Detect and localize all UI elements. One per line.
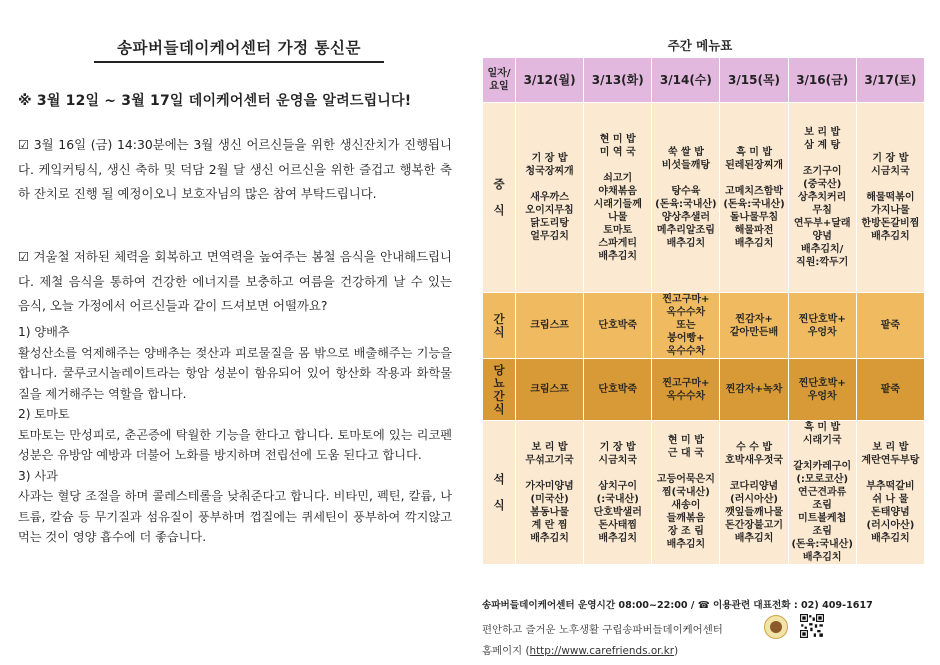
menu-cell: 현 미 밥 미 역 국 쇠고기 야채볶음 시래기들께 나물 토마토 스파게티 배추김치 xyxy=(584,103,652,293)
food-item-text: 활성산소를 억제해주는 양배추는 젖산과 피로물질을 몸 밖으로 배출해주는 기능을 합니다. 쿨루코시놀레이트라는 항암 성분이 함유되어 있어 항산화 작용과 화학물질을 제거해주는 역할을 합니다. xyxy=(18,345,452,401)
day-header: 3/12(월) xyxy=(516,58,584,103)
homepage-label: 홈페이지 ( xyxy=(482,645,530,657)
homepage-close: ) xyxy=(674,645,679,657)
menu-cell: 찐고구마+ 옥수수차 xyxy=(652,359,720,421)
snack-row xyxy=(483,293,925,359)
date-day-header: 일자/ 요일 xyxy=(483,58,516,103)
menu-cell: 보 리 밥 삼 계 탕 조기구이 (중국산) 상추치커리 무침 연두부+달래 양념 배추김치/ 직원:깍두기 xyxy=(788,103,856,293)
meal-label: 석 식 xyxy=(483,421,516,565)
food-item-text: 사과는 혈당 조절을 하며 콜레스테롤을 낮춰준다고 합니다. 비타민, 펙틴, 칼륨, 나트륨, 칼슘 등 무기질과 섬유질이 풍부하며 껍질에는 퀴세틴이 풍부하여 깍지않고 먹는 것이 영양 흡수에 더 좋습니다. xyxy=(18,489,452,544)
homepage-link[interactable]: http://www.carefriends.or.kr xyxy=(529,645,675,657)
center-logo-icon xyxy=(764,615,788,639)
document-title: 송파버들데이케어센터 가정 통신문 xyxy=(94,36,384,63)
menu-header-row xyxy=(483,58,925,103)
menu-cell: 보 리 밥 계란연두부탕 부추떡갈비 쉬 나 물 돈태양념 (러시아산) 배추김치 xyxy=(856,421,924,565)
spring-food-paragraph: ☑ 겨울철 저하된 체력을 회복하고 면역력을 높여주는 봄철 음식을 안내해드립니다. 제철 음식을 통하여 건강한 에너지를 보충하고 여름을 건강하게 날 수 있는 음식, 오늘 가정에서 어르신들과 같이 드셔보면 어떨까요? xyxy=(18,249,452,313)
menu-cell: 기 장 밥 시금치국 삼치구이 (:국내산) 단호박샐러 돈사태찜 배추김치 xyxy=(584,421,652,565)
day-header: 3/17(토) xyxy=(856,58,924,103)
food-item-text: 토마토는 만성피로, 춘곤증에 탁월한 기능을 한다고 합니다. 토마토에 있는 리코펜 성분은 유방암 예방과 더불어 노화를 방지하며 전립선에 도움 된다고 합니다. xyxy=(18,427,452,462)
food-item-heading: 1) 양배추 xyxy=(18,325,70,339)
menu-cell: 현 미 밥 근 대 국 고등어묵은지 찜(국내산) 새송이 들깨볶음 장 조 림 배추김치 xyxy=(652,421,720,565)
meal-label: 간 식 xyxy=(483,293,516,359)
menu-cell: 팥죽 xyxy=(856,293,924,359)
menu-cell: 단호박죽 xyxy=(584,359,652,421)
menu-cell: 찐고구마+ 옥수수차 또는 붕어빵+ 옥수수차 xyxy=(652,293,720,359)
birthday-party-paragraph: ☑ 3월 16일 (금) 14:30분에는 3월 생신 어르신들을 위한 생신잔치가 진행됩니다. 케잌커팅식, 생신 축하 및 덕담 2월 달 생신 어르신을 위한 즐겁고 행복한 축하 잔치로 진행 될 예정이오니 보호자님의 많은 참여 부탁드립니다. xyxy=(18,137,452,201)
meal-label: 중 식 xyxy=(483,103,516,293)
diabetic-snack-row xyxy=(483,359,925,421)
menu-cell: 기 장 밥 시금치국 해물떡볶이 가지나물 한방돈갈비찜 배추김치 xyxy=(856,103,924,293)
menu-cell: 쑥 쌀 밥 비섯들깨탕 탕수육 (돈육:국내산) 양상추샐러 메추리알조림 배추김치 xyxy=(652,103,720,293)
menu-cell: 찐단호박+ 우엉차 xyxy=(788,293,856,359)
menu-cell: 팥죽 xyxy=(856,359,924,421)
food-item-heading: 3) 사과 xyxy=(18,468,58,483)
homepage-line xyxy=(482,642,678,657)
food-item-heading: 2) 토마토 xyxy=(18,407,70,421)
menu-cell: 보 리 밥 무섞고기국 가자미양념 (미국산) 봄동나물 계 란 찜 배추김치 xyxy=(516,421,584,565)
menu-cell: 크림스프 xyxy=(516,293,584,359)
menu-cell: 찐단호박+ 우엉차 xyxy=(788,359,856,421)
meal-label: 당 뇨 간 식 xyxy=(483,359,516,421)
menu-cell: 찐감자+ 같아만든배 xyxy=(720,293,788,359)
menu-cell: 기 장 밥 청국장찌개 새우까스 오이지무침 닭도리탕 얼무김치 xyxy=(516,103,584,293)
operating-hours: 송파버들데이케어센터 운영시간 08:00~22:00 / ☎ 이용관련 대표전화 : 02) 409-1617 xyxy=(482,600,873,611)
qr-code-icon[interactable] xyxy=(800,614,824,638)
day-header: 3/13(화) xyxy=(584,58,652,103)
menu-cell: 단호박죽 xyxy=(584,293,652,359)
center-slogan: 편안하고 즐거운 노후생활 구립송파버들데이케어센터 xyxy=(482,624,723,636)
menu-title: 주간 메뉴표 xyxy=(667,38,733,53)
operation-notice: ※ 3월 12일 ~ 3월 17일 데이케어센터 운영을 알려드립니다! xyxy=(18,93,412,109)
weekly-menu-table xyxy=(482,57,925,565)
menu-cell: 크림스프 xyxy=(516,359,584,421)
lunch-row xyxy=(483,103,925,293)
menu-cell: 수 수 밥 호박새우젓국 코다리양념 (러시아산) 깻잎들깨나물 돈간장불고기 배추김치 xyxy=(720,421,788,565)
menu-cell: 흑 미 밥 된레된장찌개 고메치즈함박 (돈육:국내산) 돌나물무침 해물파전 배추김치 xyxy=(720,103,788,293)
dinner-row xyxy=(483,421,925,565)
menu-cell: 찐감자+녹차 xyxy=(720,359,788,421)
day-header: 3/16(금) xyxy=(788,58,856,103)
menu-cell: 흑 미 밥 시래기국 갈치카레구이 (:모로코산) 연근견과류 조림 미트볼케첩 조림 (돈육:국내산) 배추김치 xyxy=(788,421,856,565)
day-header: 3/14(수) xyxy=(652,58,720,103)
food-list xyxy=(18,322,452,548)
day-header: 3/15(목) xyxy=(720,58,788,103)
